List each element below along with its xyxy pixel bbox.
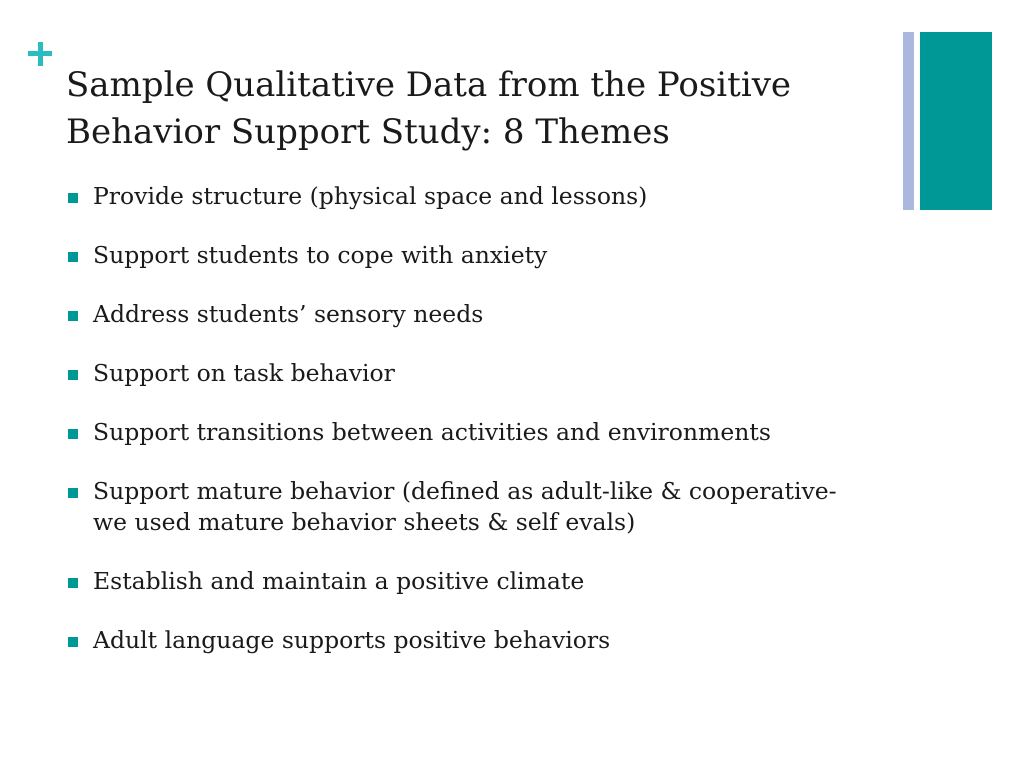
list-item-text: Support students to cope with anxiety <box>93 241 548 269</box>
theme-list <box>66 181 866 684</box>
square-bullet-icon <box>68 637 78 647</box>
square-bullet-icon <box>68 252 78 262</box>
square-bullet-icon <box>68 578 78 588</box>
slide-title: Sample Qualitative Data from the Positive Behavior Support Study: 8 Themes <box>66 65 792 152</box>
list-item-text: Adult language supports positive behaviors <box>93 626 611 654</box>
list-item <box>66 358 866 389</box>
list-item-text: Provide structure (physical space and lessons) <box>93 182 648 210</box>
list-item-text: Establish and maintain a positive climate <box>93 567 585 595</box>
square-bullet-icon <box>68 429 78 439</box>
list-item <box>66 625 866 656</box>
decorative-thin-bar <box>903 32 914 210</box>
square-bullet-icon <box>68 370 78 380</box>
square-bullet-icon <box>68 193 78 203</box>
list-item <box>66 299 866 330</box>
square-bullet-icon <box>68 311 78 321</box>
list-item <box>66 240 866 271</box>
list-item <box>66 476 866 538</box>
plus-icon <box>26 40 54 68</box>
square-bullet-icon <box>68 488 78 498</box>
decorative-thick-bar <box>920 32 992 210</box>
list-item-text: Support on task behavior <box>93 359 395 387</box>
list-item-text: Support mature behavior (defined as adult-like & cooperative-we used mature behavior sheets & self evals) <box>93 477 837 536</box>
list-item <box>66 181 866 212</box>
list-item <box>66 417 866 448</box>
list-item <box>66 566 866 597</box>
list-item-text: Support transitions between activities and environments <box>93 418 771 446</box>
list-item-text: Address students’ sensory needs <box>93 300 484 328</box>
